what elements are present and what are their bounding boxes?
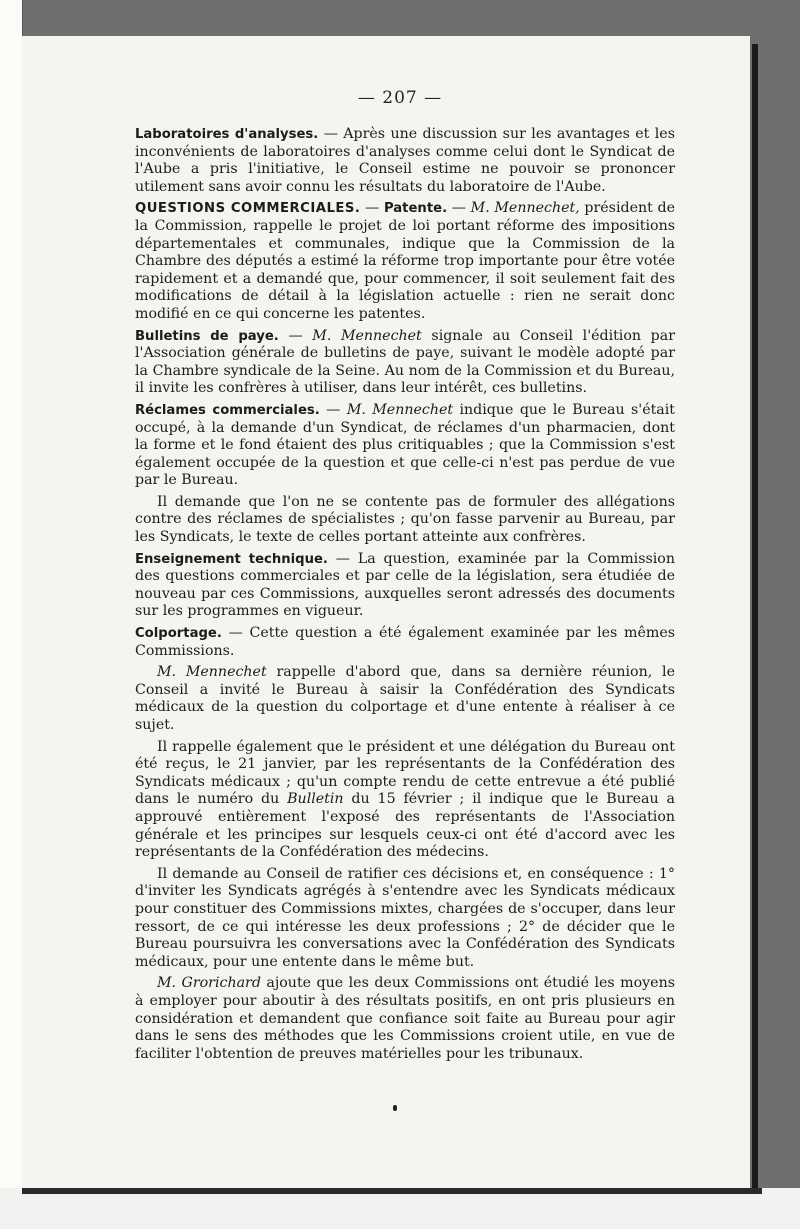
paragraph-grorichard (135, 975, 675, 1063)
ink-speck (393, 1105, 397, 1111)
paragraph-text: ajoute que les deux Commissions ont étudié les moyens à employer pour aboutir à des résultats positifs, en ont pris plusieurs en considération et demandent que confiance soit faite au Bureau pour agir dans le sens des méthodes que les Commissions croient utile, en vue de faciliter l'obtention de preuves matérielles pour les tribunaux. (135, 975, 675, 1062)
paragraph-enseignement (135, 551, 675, 621)
paragraph-mennechet-rappelle (135, 664, 675, 734)
paragraph-ratifier (135, 866, 675, 972)
paragraph-bulletins (135, 328, 675, 398)
paragraph-reclames (135, 402, 675, 490)
document-body (135, 126, 675, 1067)
dash-separator: — (318, 126, 344, 142)
person-name: M. Mennechet (312, 327, 422, 344)
paragraph-text: Il demande que l'on ne se contente pas de formuler des allégations contre des réclames de spécialistes ; qu'on fasse parvenir au Bureau, par les Syndicats, le texte de celles portant atteinte aux confrères. (135, 493, 675, 546)
dash-separator: — (327, 550, 358, 567)
page-number: — 207 — (357, 88, 443, 108)
paragraph-text: Après une discussion sur les avantages et les inconvénients de laboratoires d'analyses comme celui dont le Syndicat de l'Aube a pris l'initiative, le Conseil estime ne pouvoir se prononcer utilement sans avoir connu les résultats du laboratoire de l'Aube. (135, 126, 675, 195)
section-lead: Réclames commerciales. (135, 402, 320, 418)
section-lead: Bulletins de paye. (135, 328, 279, 344)
paragraph-laboratoires (135, 126, 675, 196)
section-lead: Laboratoires d'analyses. (135, 127, 319, 142)
section-lead: Patente. (383, 201, 448, 217)
paragraph-text: du 15 février ; il indique que le Bureau a approuvé entièrement l'exposé des représentants de l'Association générale et les principes sur lesquels ceux-ci ont été d'accord avec les représentants de la Confédération des médecins. (135, 791, 675, 861)
paragraph-text: indique que le Bureau s'était occupé, à la demande d'un Syndicat, de réclames d'un pharmacien, dont la forme et le fond étaient des plus critiquables ; que la Commission s'est également occupée de la question et que celle-ci n'est pas perdue de vue par le Bureau. (135, 401, 675, 489)
paragraph-text: La question, examinée par la Commission des questions commerciales et par celle de la législation, sera étudiée de nouveau par ces Commissions, auxquelles seront adressés des documents sur les programmes en vigueur. (135, 550, 675, 620)
paragraph-colportage (135, 625, 675, 660)
paragraph-text: président de la Commission, rappelle le projet de loi portant réforme des impositions départementales et communales, indique que la Commission de la Chambre des députés a estimé la réforme trop importante pour être votée rapidement et a demandé que, pour commencer, il soit seulement fait des modifications de détail à la législation actuelle : rien ne serait donc modifié en ce qui concerne les patentes. (135, 200, 675, 322)
paragraph-reclames-suite (135, 494, 675, 547)
paragraph-text: Il demande au Conseil de ratifier ces décisions et, en conséquence : 1° d'inviter les Syndicats agrégés à s'entendre avec les Syndicats médicaux pour constituer des Commissions mixtes, chargées de s'occuper, dans leur ressort, de ce qui intéresse les deux professions ; 2° de décider que le Bureau poursuivra les conversations avec la Confédération des Syndicats médicaux, pour une entente dans le même but. (135, 865, 675, 970)
person-name: M. Mennechet (157, 664, 267, 681)
publication-title: Bulletin (287, 791, 344, 808)
person-name: M. Mennechet, (470, 200, 580, 217)
page-binding-edge (752, 44, 758, 1194)
section-lead: Colportage. (135, 626, 222, 642)
paragraph-text: Il rappelle également que le président et une délégation du Bureau ont été reçus, le 21 janvier, par les représentants de la Confédération des Syndicats médicaux ; qu'un compte rendu de cette entrevue a été publié dans le numéro du (135, 738, 675, 808)
paragraph-questions-commerciales (135, 200, 675, 323)
person-name: M. Grorichard (157, 975, 261, 992)
paragraph-text: Cette question a été également examinée par les mêmes Commissions. (135, 625, 675, 659)
section-lead: Enseignement technique. (135, 551, 328, 567)
facing-page-edge (0, 0, 23, 1229)
paragraph-delegation (135, 739, 675, 862)
dash-separator: — (319, 401, 347, 418)
page-bottom-edge (0, 1188, 800, 1229)
dash-separator: — (278, 327, 313, 344)
person-name: M. Mennechet (346, 401, 454, 418)
dash-separator: — (360, 200, 384, 217)
dash-separator: — (221, 625, 250, 642)
dash-separator: — (447, 200, 471, 217)
paragraph-text: rappelle d'abord que, dans sa dernière réunion, le Conseil a invité le Bureau à saisir la Confédération des Syndicats médicaux de la question du colportage et d'une entente à réaliser à ce sujet. (135, 664, 675, 733)
section-heading: QUESTIONS COMMERCIALES. (135, 201, 361, 217)
paragraph-text: signale au Conseil l'édition par l'Association générale de bulletins de paye, suivant le modèle adopté par la Chambre syndicale de la Seine. Au nom de la Commission et du Bureau, il invite les confrères à utiliser, dans leur intérêt, ces bulletins. (135, 327, 675, 397)
